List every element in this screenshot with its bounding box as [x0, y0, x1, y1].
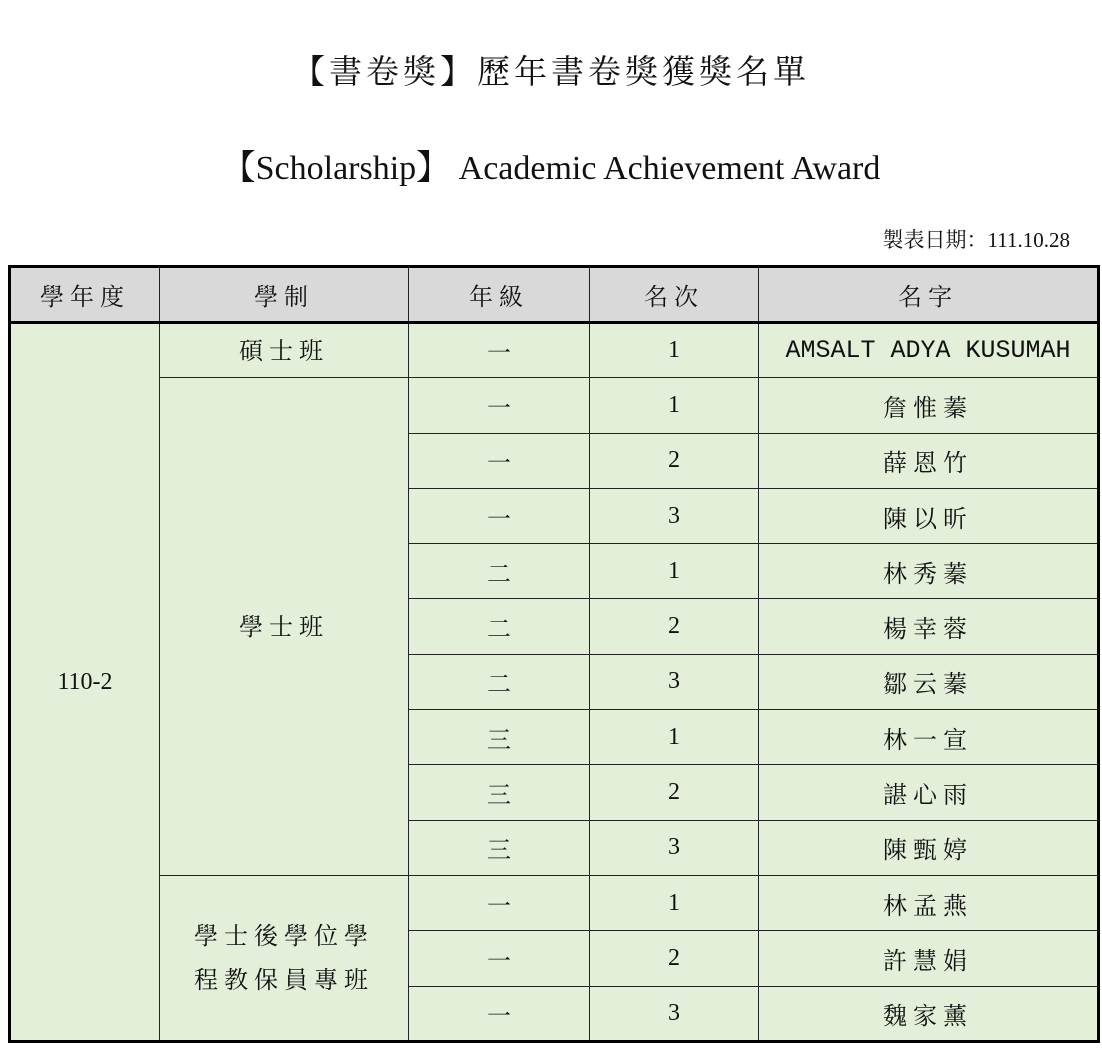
rank-cell: 3 — [590, 820, 759, 875]
program-bachelor: 學士班 — [160, 378, 409, 876]
rank-cell: 3 — [590, 488, 759, 543]
name-cell: 許慧娟 — [759, 931, 1099, 986]
name-cell: 林孟燕 — [759, 875, 1099, 930]
name-cell: 林秀蓁 — [759, 544, 1099, 599]
grade-cell: 三 — [409, 710, 590, 765]
table-row — [10, 323, 1099, 378]
grade-cell: 一 — [409, 986, 590, 1041]
rank-cell: 1 — [590, 710, 759, 765]
header-name: 名字 — [759, 267, 1099, 323]
program-postbaccalaureate: 學士後學位學程教保員專班 — [160, 875, 409, 1041]
rank-cell: 2 — [590, 599, 759, 654]
grade-cell: 三 — [409, 820, 590, 875]
rank-cell: 2 — [590, 931, 759, 986]
rank-cell: 1 — [590, 378, 759, 433]
table-date: 製表日期：111.10.28 — [882, 228, 1070, 252]
name-cell: 薛恩竹 — [759, 433, 1099, 488]
grade-cell: 二 — [409, 544, 590, 599]
table-row — [10, 378, 1099, 433]
rank-cell: 2 — [590, 765, 759, 820]
program-masters: 碩士班 — [160, 323, 409, 378]
grade-cell: 一 — [409, 323, 590, 378]
header-rank: 名次 — [590, 267, 759, 323]
academic-year-cell: 110-2 — [10, 323, 160, 1042]
header-program: 學制 — [160, 267, 409, 323]
name-cell: 詹惟蓁 — [759, 378, 1099, 433]
name-cell: 楊幸蓉 — [759, 599, 1099, 654]
rank-cell: 1 — [590, 323, 759, 378]
rank-cell: 2 — [590, 433, 759, 488]
grade-cell: 一 — [409, 875, 590, 930]
page-title-chinese: 【書卷獎】歷年書卷獎獲獎名單 — [292, 52, 810, 91]
name-cell: AMSALT ADYA KUSUMAH — [759, 323, 1099, 378]
name-cell: 魏家薰 — [759, 986, 1099, 1041]
rank-cell: 1 — [590, 544, 759, 599]
rank-cell: 3 — [590, 986, 759, 1041]
grade-cell: 二 — [409, 599, 590, 654]
name-cell: 林一宣 — [759, 710, 1099, 765]
grade-cell: 二 — [409, 654, 590, 709]
name-cell: 鄒云蓁 — [759, 654, 1099, 709]
name-cell: 陳以昕 — [759, 488, 1099, 543]
table-header-row — [10, 267, 1099, 323]
rank-cell: 1 — [590, 875, 759, 930]
grade-cell: 一 — [409, 488, 590, 543]
grade-cell: 三 — [409, 765, 590, 820]
header-grade: 年級 — [409, 267, 590, 323]
grade-cell: 一 — [409, 931, 590, 986]
header-year: 學年度 — [10, 267, 160, 323]
grade-cell: 一 — [409, 378, 590, 433]
grade-cell: 一 — [409, 433, 590, 488]
name-cell: 陳甄婷 — [759, 820, 1099, 875]
name-cell: 諶心雨 — [759, 765, 1099, 820]
page-title-english: 【Scholarship】 Academic Achievement Award — [221, 150, 881, 187]
award-table — [8, 265, 1100, 1043]
table-row — [10, 875, 1099, 930]
rank-cell: 3 — [590, 654, 759, 709]
